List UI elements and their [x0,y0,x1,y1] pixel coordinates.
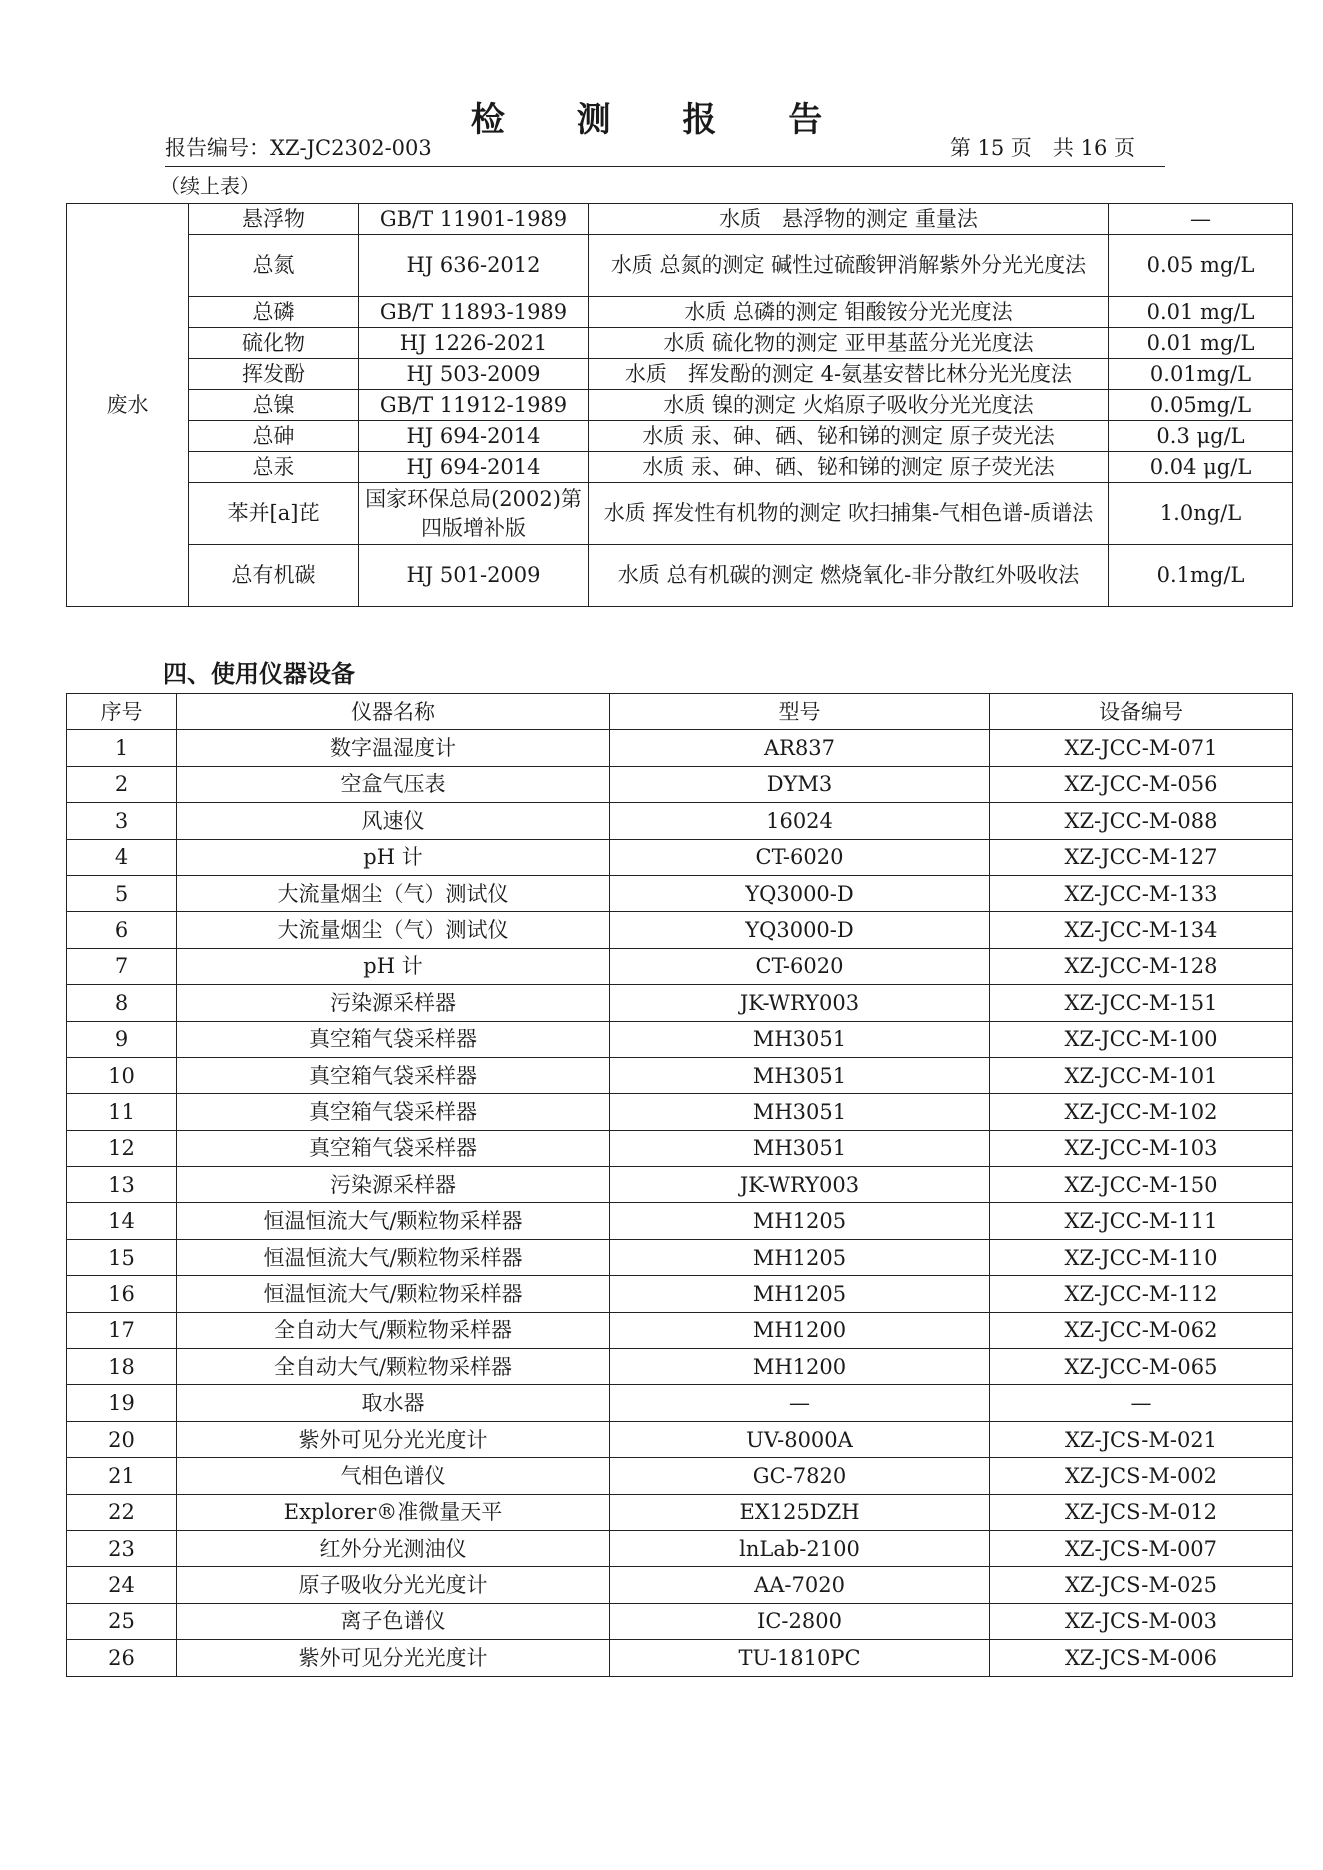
equipment-index: 3 [67,803,177,839]
table-row [67,839,1293,875]
equipment-asset-id: XZ-JCC-M-065 [990,1349,1293,1385]
equipment-index: 8 [67,985,177,1021]
method-row [67,452,1293,483]
equipment-asset-id: — [990,1385,1293,1421]
table-row [67,1094,1293,1130]
equipment-name: 污染源采样器 [177,1167,610,1203]
detection-limit: 0.3 μg/L [1109,421,1293,452]
test-item: 硫化物 [189,328,359,359]
equipment-asset-id: XZ-JCC-M-071 [990,730,1293,766]
equipment-name: 空盒气压表 [177,766,610,802]
detection-limit: 0.05 mg/L [1109,235,1293,297]
equipment-model: lnLab-2100 [610,1530,990,1566]
detection-limit: 0.01 mg/L [1109,328,1293,359]
method-standard: 国家环保总局(2002)第四版增补版 [359,483,589,545]
equipment-model: — [610,1385,990,1421]
table-row [67,1458,1293,1494]
equipment-asset-id: XZ-JCC-M-062 [990,1312,1293,1348]
table-row [67,875,1293,911]
table-row [67,1421,1293,1457]
equipment-model: CT-6020 [610,839,990,875]
method-name: 水质 镍的测定 火焰原子吸收分光光度法 [589,390,1109,421]
equipment-asset-id: XZ-JCC-M-133 [990,875,1293,911]
equipment-asset-id: XZ-JCC-M-151 [990,985,1293,1021]
equipment-name: 红外分光测油仪 [177,1530,610,1566]
equipment-model: MH1205 [610,1239,990,1275]
equipment-index: 24 [67,1567,177,1603]
detection-limit: — [1109,204,1293,235]
equipment-model: EX125DZH [610,1494,990,1530]
test-item: 总砷 [189,421,359,452]
equipment-index: 18 [67,1349,177,1385]
equipment-section-heading: 四、使用仪器设备 [163,660,355,688]
test-methods-table [66,203,1293,607]
method-standard: HJ 636-2012 [359,235,589,297]
equipment-model: UV-8000A [610,1421,990,1457]
method-standard: GB/T 11912-1989 [359,390,589,421]
equipment-asset-id: XZ-JCC-M-127 [990,839,1293,875]
column-header-model: 型号 [610,694,990,730]
equipment-model: IC-2800 [610,1603,990,1639]
equipment-asset-id: XZ-JCC-M-128 [990,948,1293,984]
test-item: 总镍 [189,390,359,421]
table-row [67,1640,1293,1676]
method-name: 水质 总氮的测定 碱性过硫酸钾消解紫外分光光度法 [589,235,1109,297]
detection-limit: 1.0ng/L [1109,483,1293,545]
equipment-table [66,693,1293,1677]
equipment-model: MH1200 [610,1349,990,1385]
table-row [67,1130,1293,1166]
table-row [67,1603,1293,1639]
equipment-name: 真空箱气袋采样器 [177,1057,610,1093]
equipment-model: JK-WRY003 [610,1167,990,1203]
equipment-name: 大流量烟尘（气）测试仪 [177,912,610,948]
equipment-index: 11 [67,1094,177,1130]
report-header [165,134,1165,167]
table-row [67,1349,1293,1385]
equipment-name: 恒温恒流大气/颗粒物采样器 [177,1203,610,1239]
equipment-asset-id: XZ-JCS-M-012 [990,1494,1293,1530]
method-name: 水质 挥发性有机物的测定 吹扫捕集-气相色谱-质谱法 [589,483,1109,545]
equipment-model: MH3051 [610,1021,990,1057]
method-name: 水质 汞、砷、硒、铋和锑的测定 原子荧光法 [589,452,1109,483]
method-name: 水质 总磷的测定 钼酸铵分光光度法 [589,297,1109,328]
test-item: 苯并[a]芘 [189,483,359,545]
equipment-name: 真空箱气袋采样器 [177,1021,610,1057]
equipment-name: 恒温恒流大气/颗粒物采样器 [177,1239,610,1275]
equipment-model: JK-WRY003 [610,985,990,1021]
equipment-model: YQ3000-D [610,912,990,948]
method-row [67,390,1293,421]
equipment-name: 真空箱气袋采样器 [177,1094,610,1130]
equipment-asset-id: XZ-JCC-M-112 [990,1276,1293,1312]
equipment-index: 16 [67,1276,177,1312]
table-row [67,1530,1293,1566]
method-name: 水质 总有机碳的测定 燃烧氧化-非分散红外吸收法 [589,545,1109,607]
equipment-index: 5 [67,875,177,911]
column-header-asset-id: 设备编号 [990,694,1293,730]
equipment-model: MH3051 [610,1094,990,1130]
equipment-index: 23 [67,1530,177,1566]
method-row [67,328,1293,359]
table-row [67,1276,1293,1312]
equipment-index: 12 [67,1130,177,1166]
column-header-index: 序号 [67,694,177,730]
equipment-name: 风速仪 [177,803,610,839]
method-row [67,235,1293,297]
equipment-model: MH1205 [610,1203,990,1239]
table-row [67,1312,1293,1348]
equipment-model: AA-7020 [610,1567,990,1603]
equipment-asset-id: XZ-JCS-M-025 [990,1567,1293,1603]
equipment-name: 污染源采样器 [177,985,610,1021]
table-row [67,912,1293,948]
equipment-name: 原子吸收分光光度计 [177,1567,610,1603]
test-item: 总磷 [189,297,359,328]
test-item: 总汞 [189,452,359,483]
equipment-asset-id: XZ-JCC-M-102 [990,1094,1293,1130]
method-standard: HJ 1226-2021 [359,328,589,359]
equipment-name: 全自动大气/颗粒物采样器 [177,1349,610,1385]
page-number: 第 15 页 共 16 页 [949,136,1135,160]
equipment-index: 25 [67,1603,177,1639]
detection-limit: 0.01mg/L [1109,359,1293,390]
equipment-name: Explorer®准微量天平 [177,1494,610,1530]
table-row [67,1203,1293,1239]
equipment-index: 9 [67,1021,177,1057]
report-number: 报告编号：XZ-JC2302-003 [165,136,432,160]
equipment-index: 6 [67,912,177,948]
equipment-name: 恒温恒流大气/颗粒物采样器 [177,1276,610,1312]
table-row [67,1494,1293,1530]
equipment-index: 14 [67,1203,177,1239]
equipment-asset-id: XZ-JCS-M-021 [990,1421,1293,1457]
method-row [67,421,1293,452]
equipment-asset-id: XZ-JCS-M-003 [990,1603,1293,1639]
method-standard: GB/T 11901-1989 [359,204,589,235]
table-row [67,766,1293,802]
detection-limit: 0.05mg/L [1109,390,1293,421]
equipment-asset-id: XZ-JCC-M-056 [990,766,1293,802]
equipment-index: 1 [67,730,177,766]
equipment-asset-id: XZ-JCC-M-088 [990,803,1293,839]
method-standard: HJ 503-2009 [359,359,589,390]
equipment-name: pH 计 [177,839,610,875]
method-row [67,204,1293,235]
column-header-name: 仪器名称 [177,694,610,730]
equipment-model: MH1200 [610,1312,990,1348]
equipment-index: 26 [67,1640,177,1676]
equipment-asset-id: XZ-JCC-M-111 [990,1203,1293,1239]
equipment-name: 紫外可见分光光度计 [177,1640,610,1676]
table-row [67,1567,1293,1603]
detection-limit: 0.01 mg/L [1109,297,1293,328]
equipment-model: MH1205 [610,1276,990,1312]
equipment-index: 13 [67,1167,177,1203]
method-row [67,545,1293,607]
equipment-name: 大流量烟尘（气）测试仪 [177,875,610,911]
equipment-index: 2 [67,766,177,802]
method-standard: HJ 694-2014 [359,452,589,483]
report-title: 检 测 报 告 [470,100,853,140]
equipment-asset-id: XZ-JCC-M-110 [990,1239,1293,1275]
table-row [67,1385,1293,1421]
equipment-name: 紫外可见分光光度计 [177,1421,610,1457]
equipment-asset-id: XZ-JCS-M-007 [990,1530,1293,1566]
detection-limit: 0.1mg/L [1109,545,1293,607]
equipment-model: AR837 [610,730,990,766]
table-row [67,730,1293,766]
equipment-index: 19 [67,1385,177,1421]
equipment-asset-id: XZ-JCC-M-103 [990,1130,1293,1166]
equipment-name: 离子色谱仪 [177,1603,610,1639]
method-row [67,297,1293,328]
table-row [67,1167,1293,1203]
equipment-asset-id: XZ-JCC-M-134 [990,912,1293,948]
equipment-name: pH 计 [177,948,610,984]
test-item: 悬浮物 [189,204,359,235]
method-standard: GB/T 11893-1989 [359,297,589,328]
detection-limit: 0.04 μg/L [1109,452,1293,483]
equipment-index: 21 [67,1458,177,1494]
equipment-name: 气相色谱仪 [177,1458,610,1494]
test-item: 总氮 [189,235,359,297]
equipment-model: CT-6020 [610,948,990,984]
equipment-name: 取水器 [177,1385,610,1421]
equipment-model: DYM3 [610,766,990,802]
equipment-index: 15 [67,1239,177,1275]
method-name: 水质 汞、砷、硒、铋和锑的测定 原子荧光法 [589,421,1109,452]
equipment-model: MH3051 [610,1057,990,1093]
method-row [67,359,1293,390]
equipment-index: 10 [67,1057,177,1093]
equipment-asset-id: XZ-JCS-M-002 [990,1458,1293,1494]
equipment-model: GC-7820 [610,1458,990,1494]
equipment-index: 17 [67,1312,177,1348]
method-standard: HJ 694-2014 [359,421,589,452]
sample-category: 废水 [67,204,189,607]
equipment-asset-id: XZ-JCC-M-101 [990,1057,1293,1093]
table-row [67,1239,1293,1275]
equipment-asset-id: XZ-JCC-M-150 [990,1167,1293,1203]
equipment-index: 4 [67,839,177,875]
equipment-index: 7 [67,948,177,984]
test-item: 总有机碳 [189,545,359,607]
equipment-index: 22 [67,1494,177,1530]
method-name: 水质 悬浮物的测定 重量法 [589,204,1109,235]
method-row [67,483,1293,545]
equipment-name: 全自动大气/颗粒物采样器 [177,1312,610,1348]
method-name: 水质 硫化物的测定 亚甲基蓝分光光度法 [589,328,1109,359]
table-row [67,1057,1293,1093]
equipment-header-row [67,694,1293,730]
method-standard: HJ 501-2009 [359,545,589,607]
equipment-model: MH3051 [610,1130,990,1166]
equipment-model: 16024 [610,803,990,839]
equipment-model: TU-1810PC [610,1640,990,1676]
table-row [67,985,1293,1021]
equipment-asset-id: XZ-JCC-M-100 [990,1021,1293,1057]
equipment-asset-id: XZ-JCS-M-006 [990,1640,1293,1676]
test-item: 挥发酚 [189,359,359,390]
equipment-name: 数字温湿度计 [177,730,610,766]
equipment-model: YQ3000-D [610,875,990,911]
method-name: 水质 挥发酚的测定 4-氨基安替比林分光光度法 [589,359,1109,390]
equipment-name: 真空箱气袋采样器 [177,1130,610,1166]
equipment-index: 20 [67,1421,177,1457]
table-row [67,948,1293,984]
continued-label: （续上表） [160,174,260,198]
table-row [67,1021,1293,1057]
table-row [67,803,1293,839]
